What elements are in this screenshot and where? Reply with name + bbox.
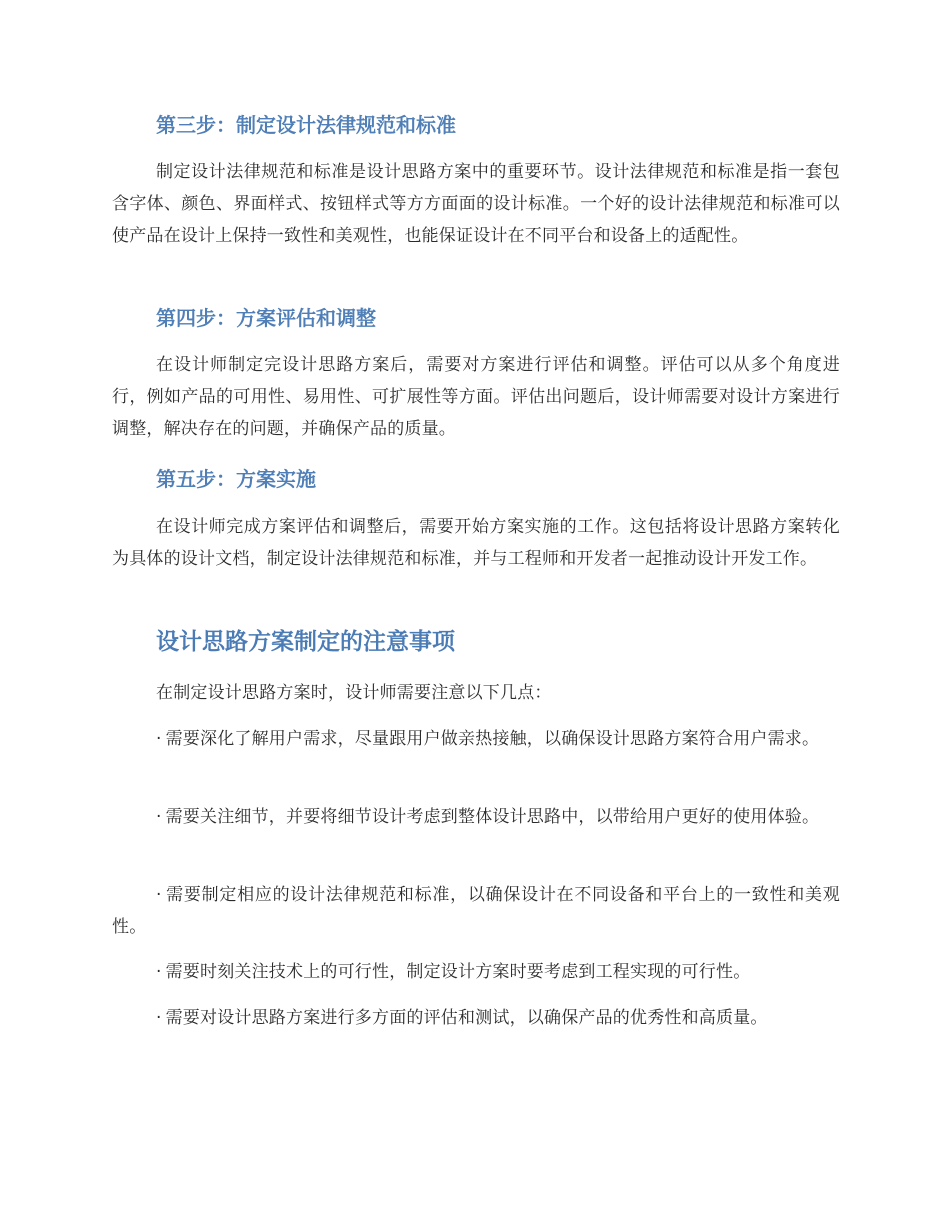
bullet-marker: ·	[156, 807, 162, 827]
list-item	[112, 723, 840, 755]
notes-intro: 在制定设计思路方案时，设计师需要注意以下几点：	[156, 683, 552, 703]
section-body-step4: 在设计师制定完设计思路方案后，需要对方案进行评估和调整。评估可以从多个角度进行，例如产品的可用性、易用性、可扩展性等方面。评估出问题后，设计师需要对设计方案进行调整，解决存在的问题，并确保产品的质量。	[112, 355, 840, 439]
list-item-text: 需要时刻关注技术上的可行性，制定设计方案时要考虑到工程实现的可行性。	[165, 962, 751, 982]
list-item-text: 需要制定相应的设计法律规范和标准，以确保设计在不同设备和平台上的一致性和美观性。	[112, 885, 840, 937]
section-heading-step5: 第五步：方案实施	[156, 467, 316, 491]
bullet-marker: ·	[156, 885, 162, 905]
list-item	[112, 956, 840, 988]
bullet-marker: ·	[156, 962, 162, 982]
list-item-text: 需要关注细节，并要将细节设计考虑到整体设计思路中，以带给用户更好的使用体验。	[165, 807, 820, 827]
bullet-marker: ·	[156, 1008, 162, 1028]
list-item	[112, 1002, 840, 1034]
section-heading-step4: 第四步：方案评估和调整	[156, 306, 376, 330]
list-item	[112, 801, 840, 833]
list-item-text: 需要深化了解用户需求，尽量跟用户做亲热接触，以确保设计思路方案符合用户需求。	[165, 729, 820, 749]
list-item-text: 需要对设计思路方案进行多方面的评估和测试，以确保产品的优秀性和高质量。	[165, 1008, 768, 1028]
list-item	[112, 879, 840, 943]
section-body-step5: 在设计师完成方案评估和调整后，需要开始方案实施的工作。这包括将设计思路方案转化为具体的设计文档，制定设计法律规范和标准，并与工程师和开发者一起推动设计开发工作。	[112, 517, 840, 569]
bullet-marker: ·	[156, 729, 162, 749]
section-body-step3: 制定设计法律规范和标准是设计思路方案中的重要环节。设计法律规范和标准是指一套包含字体、颜色、界面样式、按钮样式等方方面面的设计标准。一个好的设计法律规范和标准可以使产品在设计上保持一致性和美观性，也能保证设计在不同平台和设备上的适配性。	[112, 162, 840, 246]
notes-heading: 设计思路方案制定的注意事项	[156, 629, 455, 655]
section-heading-step3: 第三步：制定设计法律规范和标准	[156, 113, 456, 137]
